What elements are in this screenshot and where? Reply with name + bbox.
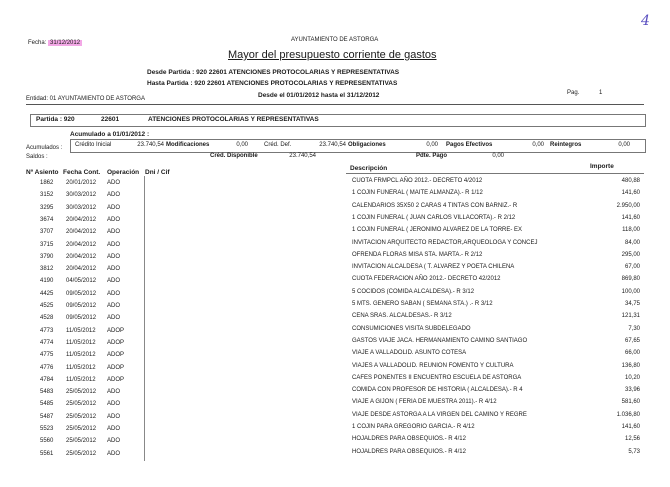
row-10-importe: 100,00	[621, 289, 640, 295]
partida-name: ATENCIONES PROTOCOLARIAS Y REPRESENTATIVAS	[148, 116, 319, 123]
row-3-importe: 2.950,00	[616, 203, 640, 209]
row-2-op: ADO	[107, 192, 121, 198]
row-16-asiento: 4776	[40, 365, 54, 371]
row-15-op: ADOP	[107, 352, 125, 358]
organization-name: AYUNTAMIENTO DE ASTORGA	[291, 37, 379, 43]
row-22-desc: HOJALDRES PARA OBSEQUIOS.- R 4/12	[352, 436, 466, 442]
partida-code: 22601	[101, 116, 120, 123]
page-number	[567, 90, 602, 96]
row-11-asiento: 4525	[40, 303, 54, 309]
row-13-asiento: 4773	[40, 328, 54, 334]
row-5-fecha: 20/04/2012	[66, 229, 97, 235]
entidad	[26, 96, 145, 102]
row-1-op: ADO	[107, 180, 121, 186]
row-9-op: ADO	[107, 278, 121, 284]
row-7-fecha: 20/04/2012	[66, 254, 97, 260]
row-5-op: ADO	[107, 229, 121, 235]
row-2-desc: 1 COJIN FUNERAL ( MAITE ALMANZA).- R 1/12	[352, 190, 483, 196]
row-8-importe: 67,00	[624, 264, 640, 270]
row-12-desc: CENA SRAS. ALCALDESAS.- R 3/12	[352, 313, 452, 319]
row-6-importe: 84,00	[624, 240, 640, 246]
row-23-fecha: 25/05/2012	[66, 451, 97, 457]
row-19-asiento: 5485	[40, 401, 54, 407]
row-2-asiento: 3152	[40, 192, 54, 198]
row-17-asiento: 4784	[40, 377, 54, 383]
entidad-value: AYUNTAMIENTO DE ASTORGA	[57, 96, 145, 102]
column-header-asiento: Nº Asiento	[26, 169, 59, 176]
row-21-fecha: 25/05/2012	[66, 426, 97, 432]
partida-box	[30, 114, 646, 127]
row-21-asiento: 5523	[40, 426, 54, 432]
header-divider	[26, 104, 644, 105]
column-header-dni: Dni / Cif	[145, 169, 170, 176]
row-6-fecha: 20/04/2012	[66, 242, 97, 248]
acumulado-label: Acumulado a 01/01/2012 :	[70, 131, 150, 138]
column-header-descripcion: Descripción	[350, 165, 388, 172]
row-3-op: ADO	[107, 205, 121, 211]
row-8-op: ADO	[107, 266, 121, 272]
desde-partida-value: 920 22601 ATENCIONES PROTOCOLARIAS Y REPRESENTATIVAS	[196, 69, 400, 76]
row-7-op: ADO	[107, 254, 121, 260]
modificaciones-label: Modificaciones	[166, 142, 210, 148]
cred-def-label: Créd. Def.	[264, 142, 292, 148]
row-13-op: ADOP	[107, 328, 125, 334]
row-18-op: ADO	[107, 389, 121, 395]
row-14-fecha: 11/05/2012	[66, 340, 96, 346]
row-6-asiento: 3715	[40, 242, 54, 248]
row-7-desc: OFRENDA FLORAS MISA STA. MARTA.- R 2/12	[352, 252, 483, 258]
row-10-fecha: 09/05/2012	[66, 291, 97, 297]
row-6-op: ADO	[107, 242, 121, 248]
row-4-op: ADO	[107, 217, 121, 223]
row-18-importe: 33,96	[624, 387, 640, 393]
row-3-desc: CALENDARIOS 35X50 2 CARAS 4 TINTAS CON BARNIZ.- R	[352, 203, 518, 209]
row-22-op: ADO	[107, 438, 121, 444]
row-8-fecha: 20/04/2012	[66, 266, 97, 272]
row-17-desc: CAFES PONENTES II ENCUENTRO ESCUELA DE ASTORGA	[352, 375, 522, 381]
credito-inicial-label: Crédito Inicial	[75, 142, 112, 148]
hasta-partida-value: 920 22601 ATENCIONES PROTOCOLARIAS Y REPRESENTATIVAS	[194, 80, 398, 87]
row-21-desc: 1 COJIN PARA GREGORIO GARCIA.- R 4/12	[352, 424, 475, 430]
row-17-fecha: 11/05/2012	[66, 377, 96, 383]
obligaciones-label: Obligaciones	[348, 142, 386, 148]
row-15-desc: VIAJE A VALLADOLID. ASUNTO COTESA	[352, 350, 467, 356]
row-20-importe: 1.036,80	[616, 412, 640, 418]
row-15-asiento: 4775	[40, 352, 54, 358]
row-13-desc: CONSUMICIONES VISITA SUBDELEGADO	[352, 326, 471, 332]
obligaciones-value: 0,00	[426, 142, 438, 148]
row-17-op: ADOP	[107, 377, 125, 383]
row-4-importe: 141,60	[621, 215, 640, 221]
row-19-op: ADO	[107, 401, 121, 407]
page-title: Mayor del presupuesto corriente de gastos	[228, 49, 437, 61]
row-11-desc: 5 MTS. GENERO SABAN ( SEMANA STA.) .- R 3/12	[352, 301, 493, 307]
row-10-op: ADO	[107, 291, 121, 297]
row-15-fecha: 11/05/2012	[66, 352, 96, 358]
row-1-importe: 480,88	[621, 178, 640, 184]
row-14-op: ADOP	[107, 340, 125, 346]
row-21-importe: 141,60	[621, 424, 640, 430]
column-header-fecha: Fecha Cont.	[63, 169, 101, 176]
row-23-asiento: 5561	[40, 451, 54, 457]
row-3-fecha: 30/03/2012	[66, 205, 97, 211]
acumulados-label: Acumulados :	[26, 145, 63, 151]
fecha-value: 31/12/2012	[50, 40, 81, 46]
saldos-label: Saldos :	[26, 154, 48, 160]
reintegros-value: 0,00	[618, 142, 630, 148]
row-20-fecha: 25/05/2012	[66, 414, 97, 420]
row-3-asiento: 3295	[40, 205, 54, 211]
row-8-desc: INVITACION ALCALDESA ( T. ALVAREZ Y POETA CHILENA	[352, 264, 515, 270]
page-label: Pag.	[567, 90, 580, 96]
row-15-importe: 66,00	[624, 350, 640, 356]
partida-label: Partida : 920	[36, 116, 75, 123]
row-9-fecha: 04/05/2012	[66, 278, 97, 284]
row-18-fecha: 25/05/2012	[66, 389, 97, 395]
hasta-partida-label: Hasta Partida :	[147, 80, 193, 87]
row-20-op: ADO	[107, 414, 121, 420]
column-divider	[144, 176, 145, 461]
desde-partida	[147, 69, 399, 76]
cred-def-value: 23.740,54	[319, 142, 346, 148]
row-16-importe: 136,80	[621, 363, 640, 369]
column-header-operacion: Operación	[107, 169, 140, 176]
period-range: Desde el 01/01/2012 hasta el 31/12/2012	[258, 92, 380, 99]
row-19-fecha: 25/05/2012	[66, 401, 97, 407]
fecha-label: Fecha:	[28, 40, 47, 46]
pagos-efectivos-label: Pagos Efectivos	[446, 142, 493, 148]
row-12-importe: 121,31	[621, 313, 640, 319]
entidad-label: Entidad: 01	[26, 96, 57, 102]
row-22-asiento: 5560	[40, 438, 54, 444]
row-1-asiento: 1862	[40, 180, 54, 186]
row-4-fecha: 20/04/2012	[66, 217, 97, 223]
pdte-pago-value: 0,00	[492, 153, 504, 159]
row-14-importe: 67,65	[624, 338, 640, 344]
row-16-desc: VIAJES A VALLADOLID. REUNION FOMENTO Y CULTURA	[352, 363, 514, 369]
row-5-importe: 118,00	[622, 227, 640, 233]
row-14-desc: GASTOS VIAJE JACA. HERMANAMIENTO CAMINO SANTIAGO	[352, 338, 528, 344]
row-16-op: ADOP	[107, 365, 125, 371]
row-13-fecha: 11/05/2012	[66, 328, 96, 334]
row-11-importe: 34,75	[624, 301, 640, 307]
row-12-fecha: 09/05/2012	[66, 315, 97, 321]
pdte-pago-label: Pdte. Pago	[416, 153, 448, 159]
row-4-asiento: 3674	[40, 217, 54, 223]
row-16-fecha: 11/05/2012	[66, 365, 96, 371]
row-18-desc: COMIDA CON PROFESOR DE HISTORIA ( ALCALDESA).- R 4	[352, 387, 523, 393]
pagos-efectivos-value: 0,00	[532, 142, 544, 148]
handwritten-page-mark: 4	[641, 13, 650, 29]
row-10-desc: 5 COCIDOS (COMIDA ALCALDESA).- R 3/12	[352, 289, 475, 295]
page-value: 1	[599, 90, 603, 96]
row-13-importe: 7,30	[628, 326, 640, 332]
hasta-partida	[147, 80, 397, 87]
row-5-asiento: 3707	[40, 229, 54, 235]
row-7-asiento: 3790	[40, 254, 54, 260]
row-2-importe: 141,60	[621, 190, 640, 196]
row-23-importe: 5,73	[628, 449, 640, 455]
row-17-importe: 10,20	[624, 375, 640, 381]
row-20-asiento: 5487	[40, 414, 54, 420]
row-12-op: ADO	[107, 315, 121, 321]
cred-disponible-label: Créd. Disponible	[210, 153, 258, 159]
column-header-importe: Importe	[590, 163, 614, 170]
modificaciones-value: 0,00	[236, 142, 248, 148]
row-4-desc: 1 COJIN FUNERAL ( JUAN CARLOS VILLACORTA).- R 2/12	[352, 215, 516, 221]
row-23-desc: HOJALDRES PARA OBSEQUIOS.- R 4/12	[352, 449, 466, 455]
row-19-importe: 581,60	[621, 399, 640, 405]
row-20-desc: VIAJE DESDE ASTORGA A LA VIRGEN DEL CAMINO Y REGRE	[352, 412, 527, 418]
row-9-asiento: 4190	[40, 278, 54, 284]
row-1-fecha: 20/01/2012	[66, 180, 97, 186]
row-2-fecha: 30/03/2012	[66, 192, 97, 198]
row-7-importe: 295,00	[621, 252, 640, 258]
header-underline	[346, 173, 644, 174]
row-12-asiento: 4528	[40, 315, 54, 321]
desde-partida-label: Desde Partida :	[147, 69, 195, 76]
credito-inicial-value: 23.740,54	[137, 142, 164, 148]
row-8-asiento: 3812	[40, 266, 54, 272]
row-1-desc: CUOTA FRMPCL AÑO 2012.- DECRETO 4/2012	[352, 178, 483, 184]
fecha-field	[28, 40, 82, 46]
row-6-desc: INVITACION ARQUITECTO REDACTOR,ARQUEOLOGA Y CONCEJ	[352, 240, 538, 246]
row-11-fecha: 09/05/2012	[66, 303, 97, 309]
cred-disponible-value: 23.740,54	[289, 153, 316, 159]
row-21-op: ADO	[107, 426, 121, 432]
row-14-asiento: 4774	[40, 340, 54, 346]
row-22-fecha: 25/05/2012	[66, 438, 97, 444]
row-10-asiento: 4425	[40, 291, 54, 297]
row-19-desc: VIAJE A GIJON ( FERIA DE MUESTRA 2011).- R 4/12	[352, 399, 497, 405]
row-9-importe: 869,80	[621, 276, 640, 282]
reintegros-label: Reintegros	[550, 142, 582, 148]
row-11-op: ADO	[107, 303, 121, 309]
row-23-op: ADO	[107, 451, 121, 457]
row-22-importe: 12,56	[624, 436, 640, 442]
row-9-desc: CUOTA FEDERACION AÑO 2012.- DECRETO 42/2012	[352, 276, 501, 282]
row-18-asiento: 5483	[40, 389, 54, 395]
row-5-desc: 1 COJIN FUNERAL ( JERONIMO ALVAREZ DE LA TORRE- EX	[352, 227, 523, 233]
